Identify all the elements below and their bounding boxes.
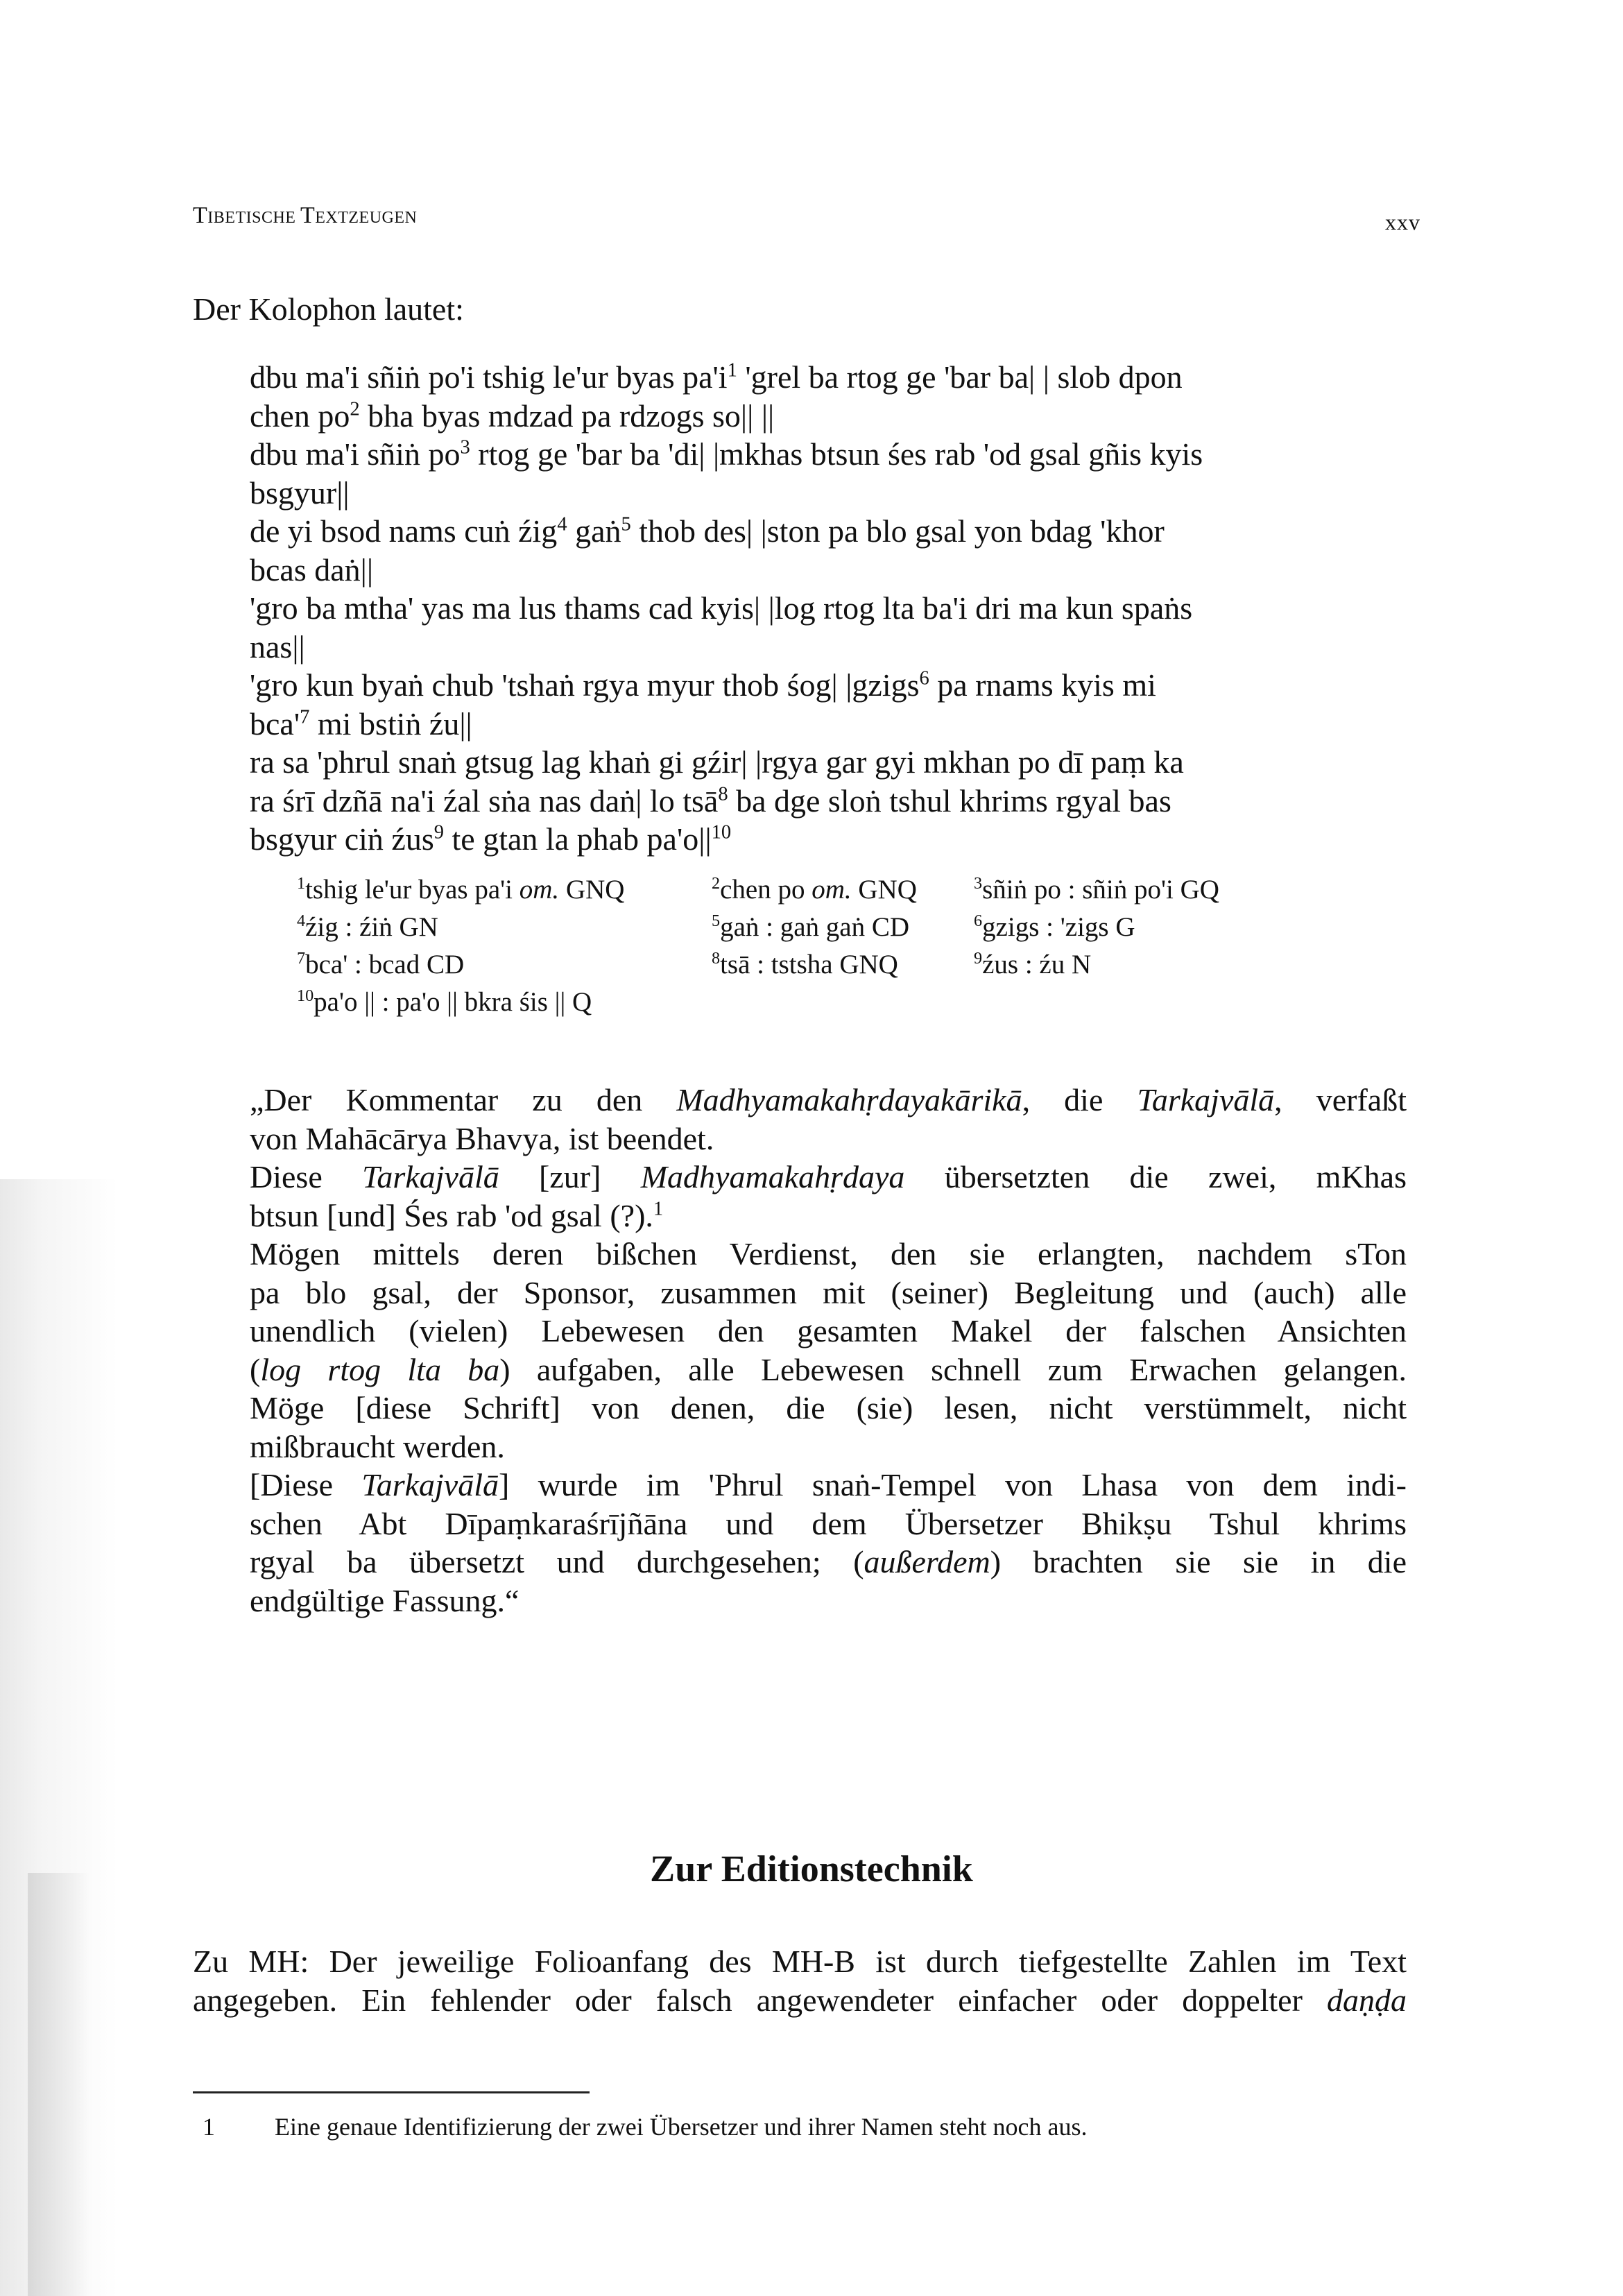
colophon-line: dbu ma'i sñiṅ $po^3$ rtog ge 'bar ba 'di| |mkhas btsun śes rab 'od gsal gñis kyis (250, 436, 1203, 472)
variant-row (297, 984, 1337, 1021)
variant-row (297, 946, 1337, 984)
paragraph-line: angegeben. Ein fehlender oder falsch angewendeter einfacher oder doppelter daṇḍa (193, 1982, 1407, 2018)
intro-line: Der Kolophon lautet: (193, 291, 464, 327)
variant-reading: $^5$gaṅ : gaṅ gaṅ CD (712, 911, 910, 942)
variant-reading: $^7$bca' : bcad CD (297, 949, 465, 979)
variant-reading: $^2$chen po om. GNQ (712, 874, 917, 905)
translation-block (250, 1081, 1407, 1620)
variant-reading: $^4$źig : źiṅ GN (297, 911, 438, 942)
footnote-text: Eine genaue Identifizierung der zwei Übersetzer und ihrer Namen steht noch aus. (275, 2113, 1088, 2141)
variant-reading: $^3$sñiṅ po : sñiṅ po'i GQ (974, 874, 1219, 905)
variant-row (297, 871, 1337, 909)
colophon-line: ra sa 'phrul snaṅ gtsug lag khaṅ gi gźir| |rgya gar gyi mkhan po dī paṃ ka (250, 744, 1184, 780)
translation-line: „Der Kommentar zu den Madhyamakahṛdayakārikā, die Tarkajvālā, verfaßt (250, 1082, 1407, 1117)
translation-line: (log rtog lta ba) aufgaben, alle Lebewesen schnell zum Erwachen gelangen. (250, 1351, 1407, 1387)
colophon-line: bsgyur ciṅ źus$^9$ te gtan la phab $pa'o||^{10}$ (250, 821, 732, 857)
colophon-line: de yi bsod nams cuṅ źig$^4$ gaṅ$^5$ thob des| |ston pa blo gsal yon bdag 'khor (250, 513, 1165, 549)
colophon-line: ra śrī dzñā na'i źal sṅa nas daṅ| lo tsā$^8$ ba dge sloṅ tshul khrims rgyal bas (250, 782, 1171, 819)
variant-reading: $^8$tsā : tstsha GNQ (712, 949, 898, 979)
translation-line: unendlich (vielen) Lebewesen den gesamten Makel der falschen Ansichten (250, 1313, 1407, 1348)
variant-row (297, 909, 1337, 946)
colophon-block (250, 358, 1405, 859)
translation-line: schen Abt Dīpaṃkaraśrījñāna und dem Übersetzer Bhikṣu Tshul khrims (250, 1505, 1407, 1541)
colophon-line: nas|| (250, 628, 305, 665)
variant-reading: $^{10}$pa'o || : pa'o || bkra śis || Q (297, 986, 592, 1017)
translation-line: rgyal ba übersetzt und durchgesehen; (außerdem) brachten sie sie in die (250, 1544, 1407, 1579)
colophon-line: chen $po^2$ bha byas mdzad pa rdzogs so|| || (250, 397, 775, 434)
colophon-line: dbu ma'i sñiṅ po'i tshig le'ur byas $pa'i^1$ 'grel ba rtog ge 'bar ba| | slob dpon (250, 359, 1183, 395)
translation-line: btsun [und] Śes rab 'od gsal (?).$^1$ (250, 1197, 664, 1233)
running-title: TIBETISCHE TEXTZEUGEN (193, 203, 418, 228)
translation-line: Diese Tarkajvālā [zur] Madhyamakahṛdaya übersetzten die zwei, mKhas (250, 1159, 1407, 1194)
translation-line: Möge [diese Schrift] von denen, die (sie) lesen, nicht verstümmelt, nicht (250, 1390, 1407, 1425)
variant-reading: $^1$tshig le'ur byas pa'i om. GNQ (297, 874, 625, 905)
footnote-number: 1 (203, 2113, 215, 2141)
page-header (193, 203, 1420, 237)
colophon-line: 'gro kun byaṅ chub 'tshaṅ rgya myur thob śog| |gzigs$^6$ pa rnams kyis mi (250, 667, 1156, 703)
section-paragraph (193, 1942, 1407, 2019)
colophon-line: 'gro ba mtha' yas ma lus thams cad kyis| |log rtog lta ba'i dri ma kun spaṅs (250, 590, 1193, 626)
colophon-line: bcas daṅ|| (250, 551, 374, 588)
variant-reading: $^9$źus : źu N (974, 949, 1092, 979)
translation-line: pa blo gsal, der Sponsor, zusammen mit (seiner) Begleitung und (auch) alle (250, 1274, 1407, 1310)
paragraph-line: Zu MH: Der jeweilige Folioanfang des MH-B ist durch tiefgestellte Zahlen im Text (193, 1944, 1407, 1979)
colophon-line: $bca'^7$ mi bstiṅ źu|| (250, 705, 472, 742)
translation-line: Mögen mittels deren bißchen Verdienst, den sie erlangten, nachdem sTon (250, 1236, 1407, 1271)
variant-readings-apparatus (297, 871, 1337, 1021)
scan-shadow-lower (28, 1873, 90, 2296)
footnote-divider (193, 2091, 590, 2093)
section-heading: Zur Editionstechnik (650, 1848, 973, 1890)
translation-line: endgültige Fassung.“ (250, 1582, 519, 1618)
page-number: xxv (1385, 209, 1420, 234)
translation-line: mißbraucht werden. (250, 1428, 505, 1464)
colophon-line: bsgyur|| (250, 474, 350, 511)
translation-line: von Mahācārya Bhavya, ist beendet. (250, 1120, 714, 1156)
translation-line: [Diese Tarkajvālā] wurde im 'Phrul snaṅ-Tempel von Lhasa von dem indi- (250, 1467, 1407, 1502)
variant-reading: $^6$gzigs : 'zigs G (974, 911, 1135, 942)
